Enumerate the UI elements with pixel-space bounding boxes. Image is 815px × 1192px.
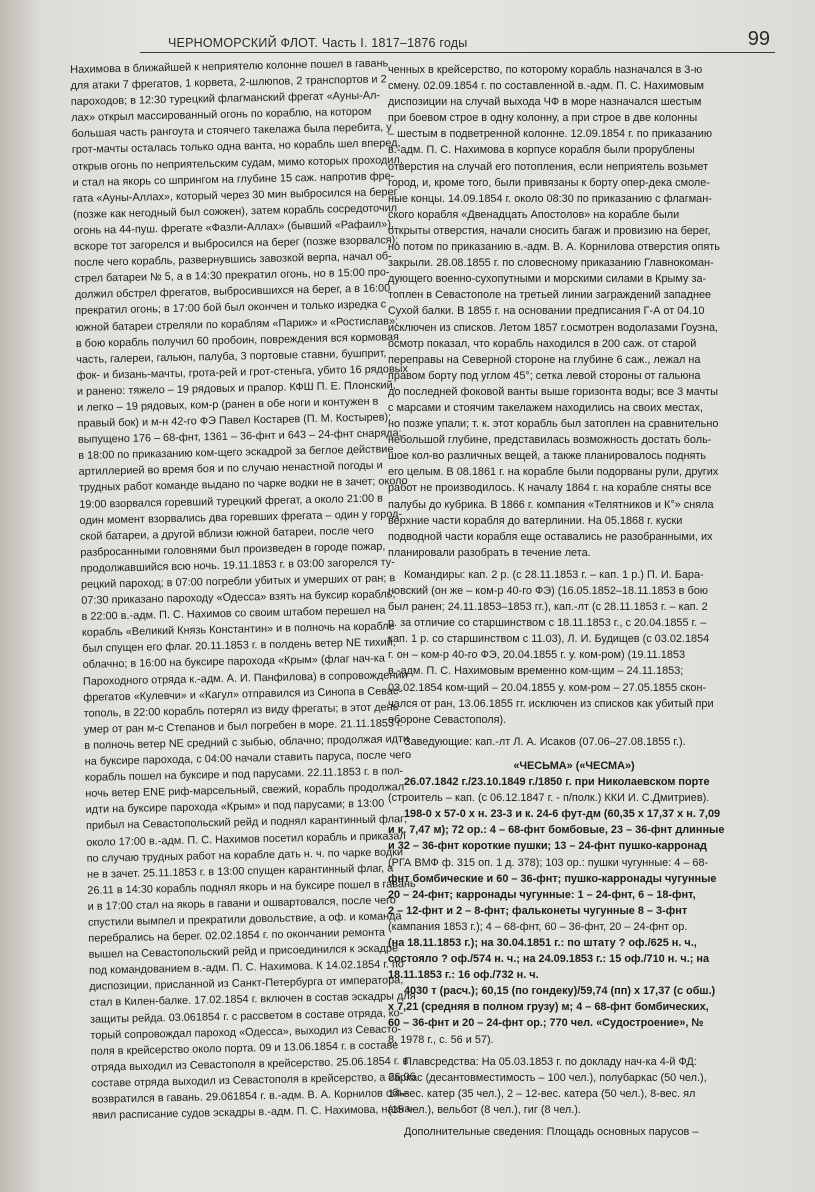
text-line: 19:00 взорвался горевший турецкий фрегат, а около 21:00 в <box>79 492 383 511</box>
header-rule <box>140 52 775 53</box>
text-line: и ранено: тяжело – 19 рядовых и прапор. КФШ П. Е. Плонский, <box>76 379 396 398</box>
right-column <box>388 62 760 1140</box>
text-line: но позже упали; т. к. этот корабль был затоплен на сравнительно <box>388 418 719 431</box>
text-line: защиты рейда. 03.061854 г. с рассветом в составе отряда, ко- <box>89 1006 404 1026</box>
text-line: корабль «Великий Князь Константин» и в полночь на корабле <box>81 620 395 640</box>
ship-spec-line: и к. 7,47 м); 72 ор.: 4 – 68-фнт бомбовые, 23 – 36-фнт длинные <box>388 824 725 837</box>
text-line: гата «Ауны-Аллах», который через 30 мин выбросился на берег <box>72 185 398 205</box>
text-line: трудных работ команде выдано по чарке водки не в зачет; около <box>78 475 408 495</box>
text-line: и стал на якорь со шпрингом на глубине 15 саж. напротив фре- <box>72 169 395 189</box>
text-line: в.-адм. П. С. Нахимова в корпусе корабля были прорублены <box>388 144 695 157</box>
ship-spec-line: 198-0 x 57-0 x н. 23-3 и к. 24-6 фут-дм (60,35 x 17,37 x н. 7,09 <box>404 808 721 821</box>
ship-spec-line: 26.07.1842 г./23.10.1849 г./1850 г. при Николаевском порте <box>404 776 710 789</box>
ship-spec-line: 20 – 24-фнт; карронады чугунные: 1 – 24-фнт, 6 – 18-фнт, <box>388 888 696 901</box>
text-line: осмотр показал, что корабль находился в 200 саж. от старой <box>388 337 697 350</box>
text-line: диспозиции, присланной из Санкт-Петербурга от императора, <box>89 974 404 994</box>
commanders-line: чался от ран, 13.06.1855 гг. исключен из списков как убитый при <box>388 697 714 710</box>
text-line: фок- и бизань-мачты, грота-рей и грот-стеньга, убито 16 рядовых <box>76 362 409 382</box>
text-line: рецкий пароход; в 07:00 погребли убитых и умерших от ран; в <box>80 572 396 591</box>
page-number: 99 <box>747 28 770 50</box>
text-line: по случаю трудных работ на корабле дать н. ч. по чарке водки <box>86 845 404 865</box>
commanders-line: г. он – ком-р 40-го ФЭ, 20.04.1855 г. у. ком-ром) (19.11.1853 <box>388 649 685 662</box>
text-line: облачно; в 16:00 на буксире парохода «Крым» (флаг нач-ка <box>82 653 385 672</box>
text-line: лах» открыл массированный огонь по кораблю, на котором <box>71 105 372 125</box>
text-line: ченных в крейсерство, по которому корабль назначался в 3-ю <box>388 64 703 76</box>
text-line: подводной части корабля еще оставались не разобранными, их <box>388 530 713 543</box>
ship-spec-line: (на 18.11.1853 г.); на 30.04.1851 г.: по штату ? оф./625 н. ч., <box>388 936 697 949</box>
boats-line: Плавсредства: На 05.03.1853 г. по докладу нач-ка 4-й ФД: <box>404 1055 697 1068</box>
text-line: и легко – 19 рядовых, ком-р (ранен в обе ноги и контужен в <box>77 395 379 414</box>
text-line: торый сопровождал пароход «Одесса», выходил из Севасто- <box>90 1022 402 1042</box>
text-line: прибыл на Севастопольский рейд и поднял карантинный флаг; <box>85 813 408 833</box>
text-line: поля в крейсерство около порта. 09 и 13.06.1854 г. в составе <box>90 1039 399 1058</box>
text-line: в 22:00 в.-адм. П. С. Нахимов со своим штабом перешел на <box>81 604 386 624</box>
text-line: (позже как негодный был сожжен), затем корабль сосредоточил <box>73 202 398 221</box>
text-line: вышел на Севастопольский рейд и присоединился к эскадре <box>88 942 399 961</box>
ship-spec-line: 18.11.1853 г.: 16 оф./732 н. ч. <box>388 969 539 982</box>
text-line: для атаки 7 фрегатов, 1 корвета, 2-шлюпов, 2 транспортов и 2 <box>70 73 387 93</box>
text-line: Пароходного отряда к.-адм. А. И. Панфилова) в сопровождении <box>82 668 408 688</box>
commanders-line: был ранен; 24.11.1853–1853 гг.), кап.-лт (с 28.11.1853 г. – кап. 2 <box>388 601 708 614</box>
text-line: его целым. В 08.1861 г. на корабле были подорваны рули, других <box>388 466 719 479</box>
text-line: не в зачет. 25.11.1853 г. в 13:00 спущен карантинный флаг, а <box>86 862 394 881</box>
text-line: шое кол-во различных вещей, а также планировалось поднять <box>388 450 707 463</box>
ship-spec-line: (РГА ВМФ ф. 315 оп. 1 д. 378); 103 ор.: пушки чугунные: 4 – 68- <box>388 856 709 869</box>
text-line: один момент взорвались два горевших фрегата – один у город- <box>79 507 403 527</box>
text-line: небольшой глубине, представилась возможность достать боль- <box>388 434 712 447</box>
ship-spec-line: состояло ? оф./574 н. ч.; на 24.09.1853 г.: 15 оф./710 н. ч.; на <box>388 953 710 966</box>
ship-spec-line: фнт бомбические и 60 – 36-фнт; пушко-карронады чугунные <box>388 872 717 885</box>
text-line: правый бок) и м-н 42-го ФЭ Павел Костарев (П. М. Костырев); <box>77 411 392 430</box>
ship-spec-line: 8, 1978 г., с. 56 и 57). <box>388 1033 494 1046</box>
text-line: отверстия на случай его потопления, если неприятель возьмет <box>388 160 709 173</box>
text-line: работ не производилось. К началу 1864 г. на корабле сняты все <box>388 482 712 495</box>
text-line: перебрались на берег. 02.02.1854 г. по окончании ремонта <box>88 926 386 945</box>
text-line: на буксире парохода, с 04:00 начали ставить паруса, после чего <box>84 749 412 768</box>
text-line: планировали разобрать в течение лета. <box>388 546 591 559</box>
text-line: палубы до кубрика. В 1866 г. компания «Телятников и К°» сняла <box>388 498 714 511</box>
commanders-line: Командиры: кап. 2 р. (с 28.11.1853 г. – кап. 1 р.) П. И. Бара- <box>404 568 704 581</box>
ship-spec-line: (кампания 1853 г.); 4 – 68-фнт, 60 – 36-фнт, 20 – 24-фнт ор. <box>388 920 688 933</box>
boats-line: баркас (десантовместимость – 100 чел.), полубаркас (50 чел.), <box>388 1071 707 1084</box>
ship-spec-line: и 32 – 36-фнт короткие пушки; 13 – 24-фнт пушко-карронад <box>388 840 707 853</box>
text-line: умер от ран м-с Степанов и был погребен в море. 21.11.1853 г. <box>83 717 403 736</box>
text-line: топлен в Севастополе на третьей линии заграждений западнее <box>388 289 712 302</box>
text-line: исключен из списков. Летом 1857 г.осмотрен водолазами Гоуэна, <box>388 321 719 334</box>
text-line: стрел батареи № 5, а в 14:30 прекратил огонь, но в 15:00 про- <box>74 266 390 286</box>
text-line: переправы на Северной стороне на глубине 6 саж., лежал на <box>388 353 701 366</box>
text-line: спустили вымпел и прекратили довольствие, а оф. и команда <box>87 910 402 929</box>
text-line: и в 17:00 стал на якорь в гавани и ошвартовался, после чего <box>87 894 397 913</box>
text-line: отряда выходил из Севастополя в крейсерство. 25.06.1854 г. в <box>90 1054 409 1074</box>
text-line: с марсами и стоячим такелажем находились на своих местах, <box>388 401 704 414</box>
text-line: южной батареи стреляли по кораблям «Париж» и «Ростислав»; <box>75 314 399 334</box>
text-line: в 18:00 по приказанию ком-щего эскадрой за беглое действие <box>78 443 394 463</box>
ship-spec-line: 4030 т (расч.); 60,15 (по гондеку)/59,74 (пп) x 17,37 (с обш.) <box>404 985 716 998</box>
text-line: 26.11 в 14:30 корабль поднял якорь и на буксире пошел в гавань <box>87 877 416 897</box>
ship-spec-line: (строитель – кап. (с 06.12.1847 г. - п/полк.) ККИ И. С.Дмитриев). <box>388 792 710 805</box>
text-line: открыты отверстия, начали сносить багаж и провизию на берег, <box>388 224 711 237</box>
commanders-line: новский (он же – ком-р 40-го ФЭ) (16.05.1852–18.11.1853 в бою <box>388 585 708 597</box>
text-line: стал в Килен-балке. 17.02.1854 г. включен в состав эскадры для <box>89 990 416 1010</box>
text-line: идти на буксире парохода «Крым» и под парусами; в 13:00 <box>85 797 385 817</box>
text-line: артиллерией во время боя и по случаю ненастной погоды и <box>78 459 383 479</box>
text-line: прекратил огонь; в 17:00 бой был окончен и только изредка с <box>75 298 387 318</box>
text-line: возвратился в гавань. 29.061854 г. в.-адм. В. А. Корнилов объ- <box>91 1087 409 1106</box>
text-line: грот-мачты осталась только одна ванта, но корабль шел вперед, <box>71 137 401 157</box>
text-line: после чего корабль, развернувшись завозкой верпа, начал об- <box>74 250 392 270</box>
ship-spec-line: x 7,21 (средняя в полном грузу) м; 4 – 68-фнт бомбических, <box>388 1001 709 1014</box>
text-line: открыв огонь по неприятельским судам, мимо которых проходил, <box>72 153 403 173</box>
text-line: Сухой балки. В 1855 г. на основании предписания Г-А от 04.10 <box>388 305 705 318</box>
text-line: около 17:00 в.-адм. П. С. Нахимов посетил корабль и приказал <box>86 829 406 849</box>
left-column <box>70 56 416 1124</box>
text-line: ные концы. 14.09.1854 г. около 08:30 по приказанию с флагман- <box>388 192 712 205</box>
commanders-line: в.-адм. П. С. Нахимовым временно ком-щим – 24.11.1853; <box>388 665 684 678</box>
ship-heading: «ЧЕСЬМА» («ЧЕСМА») <box>513 759 635 772</box>
text-line: должил обстрел фрегатов, выбросившихся на берег, а в 16:00 <box>74 282 391 302</box>
managers-line: Заведующие: кап.-лт Л. А. Исаков (07.06–27.08.1855 г.). <box>404 735 686 748</box>
text-line: ской батареи, а другой вблизи южной батареи, после чего <box>79 524 375 543</box>
commanders-line: 03.02.1854 ком-щий – 20.04.1855 у. ком-ром – 27.05.1855 скон- <box>388 681 707 694</box>
text-line: составе отряда выходил из Севастополя в крейсерство, а 26.06 <box>91 1070 416 1090</box>
text-line: смену. 02.09.1854 г. по составленной в.-адм. П. С. Нахимовым <box>388 80 705 93</box>
ship-spec-line: 60 – 36-фнт и 20 – 24-фнт ор.; 770 чел. «Судостроение», № <box>388 1017 704 1030</box>
text-line: тополь, в 22:00 корабль потерял из виду фрегаты; в этот день <box>83 701 399 720</box>
text-line: дующего военно-сухопутными и морскими силами в Крыму за- <box>388 273 707 286</box>
text-line: фрегатов «Кулевчи» и «Кагул» отправился из Синопа в Севас- <box>83 684 403 704</box>
text-line: верхние части корабля до ватерлинии. На 05.1868 г. куски <box>388 514 683 527</box>
text-line: правом борту под углом 45°; сетка левой стороны от гальюна <box>388 369 701 382</box>
text-line: часть, галереи, гальюн, палуба, 3 портовые ставни, бушприт, <box>76 347 387 366</box>
page-header <box>120 26 770 54</box>
commanders-line: кап. 1 р. со старшинством с 11.03), Л. И. Будищев (с 03.02.1854 <box>388 633 710 646</box>
text-line: 07:30 приказано пароходу «Одесса» взять на буксир корабль; <box>81 588 396 607</box>
text-line: выпущено 176 – 68-фнт, 1361 – 36-фнт и 643 – 24-фнт снаряда; <box>77 427 402 447</box>
text-line: разбросанными головнями был произведен в городе пожар, <box>80 540 386 559</box>
text-line: до последней фоковой ванты выше горизонта воды; все 3 мачты <box>388 385 718 398</box>
ship-spec-line: 2 – 12-фнт и 2 – 8-фнт; фальконеты чугунные 8 – 3-фнт <box>388 904 688 917</box>
text-line: явил расписание судов эскадры в.-адм. П. С. Нахимова, назна- <box>91 1103 415 1122</box>
text-line: вскоре тот загорелся и выбросился на берег (позже взорвался); <box>73 234 399 253</box>
text-line: под командованием в.-адм. П. С. Нахимова. К 14.02.1854 г. по <box>88 958 405 978</box>
running-title: ЧЕРНОМОРСКИЙ ФЛОТ. Часть I. 1817–1876 годы <box>168 36 468 50</box>
commanders-line: обороне Севастополя). <box>388 713 507 726</box>
text-line: в бою корабль получил 60 пробоин, повреждения вся кормовая <box>75 330 400 350</box>
text-line: ночь ветер ENE риф-марсельный, свежий, корабль продолжал <box>85 781 405 801</box>
text-line: при боевом строе в одну колонну, а при строе в две колонны <box>388 112 698 125</box>
text-line: – шестым в подветренной колонне. 12.09.1854 г. по приказанию <box>388 128 713 141</box>
text-line: пароходов; в 12:30 турецкий флагманский фрегат «Ауны-Ал- <box>70 89 381 109</box>
text-line: ского корабля «Двенадцать Апостолов» на корабле были <box>388 208 680 221</box>
commanders-line: р. за отличие со старшинством с 18.11.1853 г., с 20.04.1855 г. – <box>388 617 707 630</box>
boats-line: (15 чел.), вельбот (8 чел.), гиг (8 чел.). <box>388 1103 581 1116</box>
text-line: продолжавшийся всю ночь. 19.11.1853 г. в 03:00 загорелся ту- <box>80 556 395 575</box>
text-line: диспозиции на случай выхода ЧФ в море назначался шестым <box>388 96 702 109</box>
text-line: корабль пошел на буксире и под парусами. 22.11.1853 г. в пол- <box>84 765 404 784</box>
text-line: огонь на 44-пуш. фрегате «Фазли-Аллах» (бывший «Рафаил»), <box>73 218 395 237</box>
additional-info-line: Дополнительные сведения: Площадь основных парусов – <box>404 1126 699 1138</box>
text-line: но потом по приказанию в.-адм. В. А. Корнилова отверстия опять <box>388 241 720 254</box>
text-line: был спущен его флаг. 20.11.1853 г. в полдень ветер NE тихий, <box>82 636 396 656</box>
text-line: город, и, кроме того, были привязаны к борту опер-дека смоле- <box>388 176 710 189</box>
boats-line: 14-вес. катер (35 чел.), 2 – 12-вес. катера (50 чел.), 8-вес. ял <box>388 1087 696 1100</box>
text-line: в полночь ветер NE средний с зыбью, облачно; продолжая идти <box>84 732 410 752</box>
text-line: закрыли. 28.08.1855 г. по словесному приказанию Главнокоман- <box>388 257 714 270</box>
text-line: Нахимова в ближайшей к неприятелю колонне пошел в гавань <box>70 57 389 76</box>
text-line: большая часть рангоута и стоячего такелажа была перебита, у <box>71 121 392 141</box>
